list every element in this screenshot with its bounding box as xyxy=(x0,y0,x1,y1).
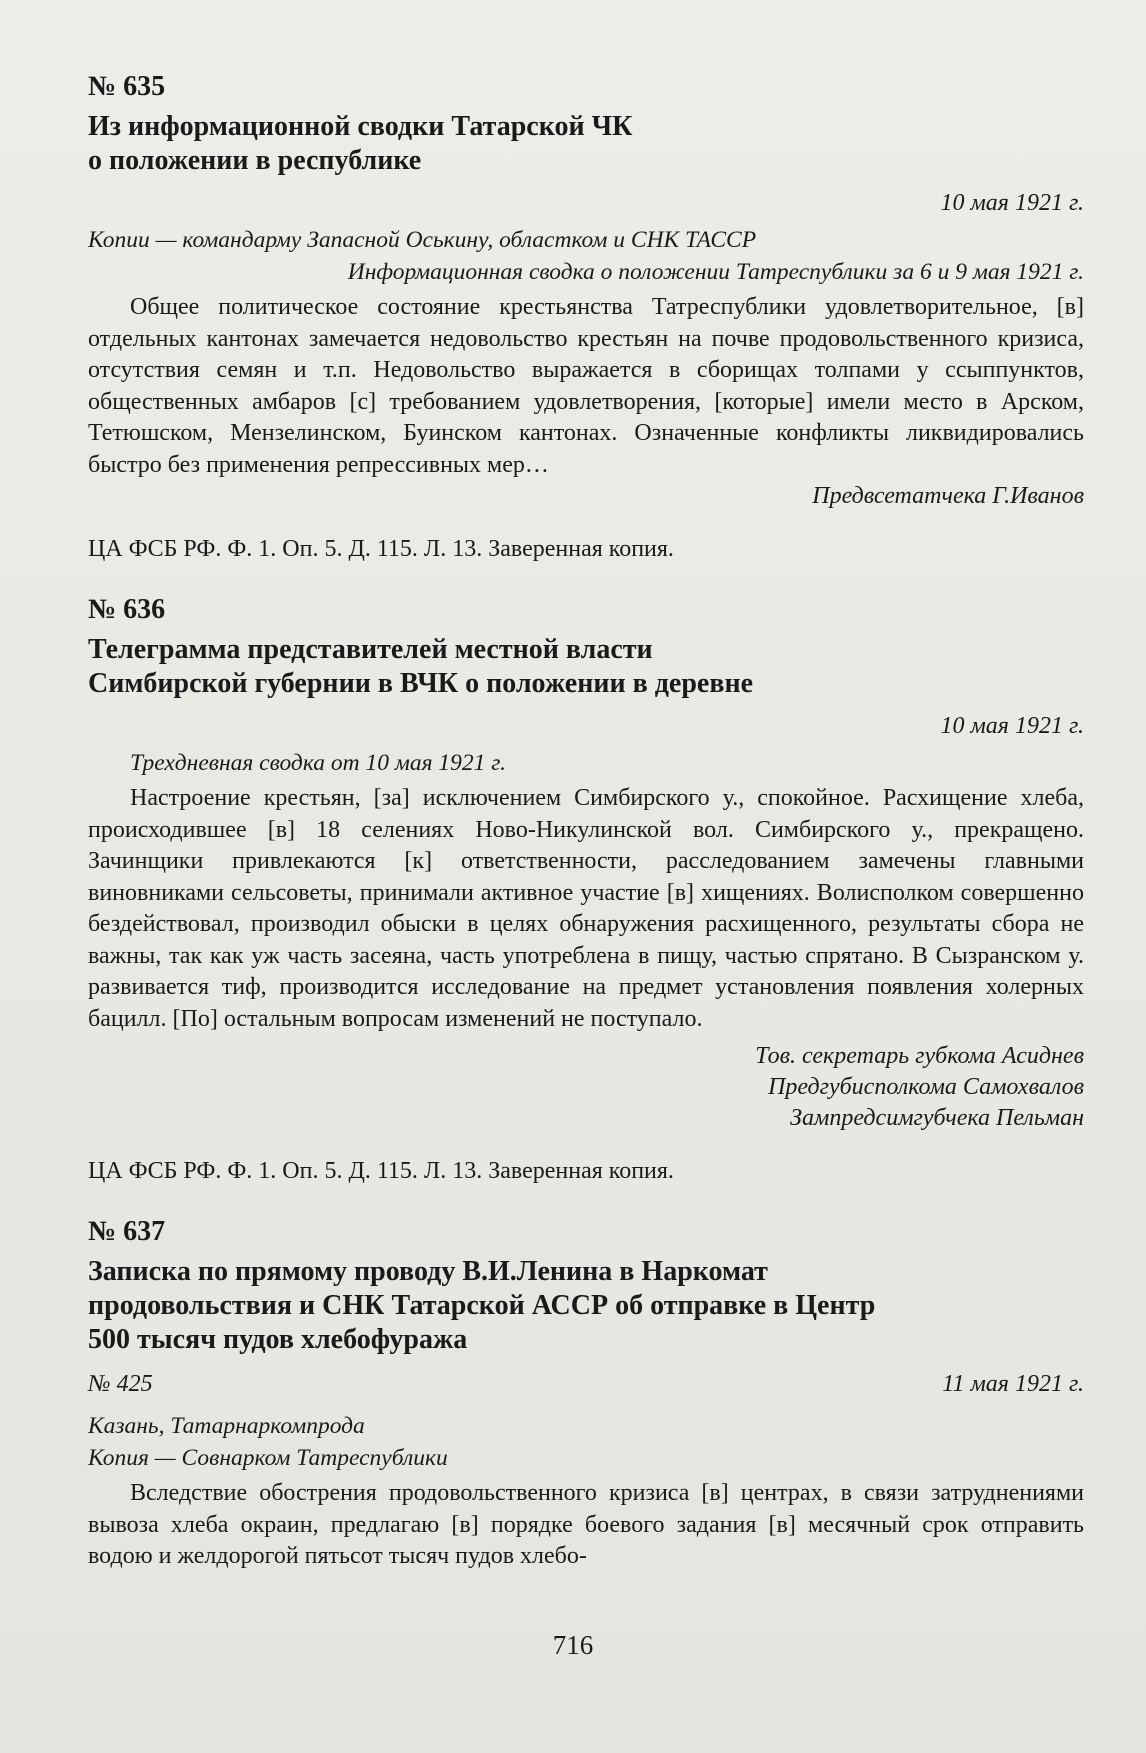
doc-title-line: продовольствия и СНК Татарской АССР об отправке в Центр xyxy=(88,1290,876,1321)
doc-signature: Тов. секретарь губкома Асиднев xyxy=(755,1043,1084,1069)
doc-subtitle: Информационная сводка о положении Татреспублики за 6 и 9 мая 1921 г. xyxy=(347,259,1084,285)
doc-signature: Предвсетатчека Г.Иванов xyxy=(812,483,1084,509)
doc-signature: Предгубисполкома Самохвалов xyxy=(768,1074,1084,1100)
doc-date: 11 мая 1921 г. xyxy=(942,1371,1084,1397)
doc-title-line: Симбирской губернии в ВЧК о положении в деревне xyxy=(88,668,754,699)
doc-copies: Копии — командарму Запасной Оськину, областком и СНК ТАССР xyxy=(88,227,757,253)
doc-title-line: о положении в республике xyxy=(88,145,422,176)
doc-title-line: 500 тысяч пудов хлебофуража xyxy=(88,1324,468,1355)
doc-body: Вследствие обострения продовольственного кризиса [в] центрах, в связи затруднениями вывоза хлеба окраин, предлагаю [в] порядке боевого задания [в] месячный срок отправить водою и желдорогой пятьсот тысяч пудов хлебо- xyxy=(88,1480,1084,1569)
doc-address: Казань, Татарнаркомпрода xyxy=(88,1413,365,1439)
doc-source: ЦА ФСБ РФ. Ф. 1. Оп. 5. Д. 115. Л. 13. Заверенная копия. xyxy=(88,536,674,562)
doc-copies: Копия — Совнарком Татреспублики xyxy=(88,1445,448,1471)
page-number: 716 xyxy=(552,1630,594,1660)
doc-body: Настроение крестьян, [за] исключением Симбирского у., спокойное. Расхищение хлеба, происходившее [в] 18 селениях Ново-Никулинской вол. Симбирского у., прекращено. Зачинщики привлекаются [к] ответственности, расследованием замечены главными виновниками сельсоветы, принимали активное участие [в] хищениях. Волисполком совершенно бездействовал, производил обыски в целях обнаружения расхищенного, результаты сбора не важны, так как уж часть засеяна, часть употреблена в пищу, частью спрятано. В Сызранском у. развивается тиф, производится исследование на предмет установления появления холерных бацилл. [По] остальным вопросам изменений не поступало. xyxy=(88,785,1084,1032)
doc-body: Общее политическое состояние крестьянства Татреспублики удовлетворительное, [в] отдельных кантонах замечается недовольство крестьян на почве продовольственного кризиса, отсутствия семян и т.п. Недовольство выражается в сборищах толпами у ссыппунктов, общественных амбаров [с] требованием удовлетворения, [которые] имели место в Арском, Тетюшском, Мензелинском, Буинском кантонах. Означенные конфликты ликвидировались быстро без применения репрессивных мер… xyxy=(88,294,1084,478)
doc-date: 10 мая 1921 г. xyxy=(940,190,1084,216)
doc-636 xyxy=(88,593,1084,1187)
doc-subtitle: Трехдневная сводка от 10 мая 1921 г. xyxy=(130,750,506,776)
doc-date: 10 мая 1921 г. xyxy=(940,713,1084,739)
doc-637 xyxy=(88,1215,1084,1573)
doc-source: ЦА ФСБ РФ. Ф. 1. Оп. 5. Д. 115. Л. 13. Заверенная копия. xyxy=(88,1158,674,1184)
doc-number: № 635 xyxy=(88,71,166,102)
doc-title-line: Телеграмма представителей местной власти xyxy=(88,634,653,665)
doc-signature: Зампредсимгубчека Пельман xyxy=(790,1105,1084,1131)
doc-number: № 637 xyxy=(88,1216,166,1247)
doc-outgoing-number: № 425 xyxy=(88,1371,153,1397)
doc-635 xyxy=(88,70,1084,565)
doc-title-line: Записка по прямому проводу В.И.Ленина в Наркомат xyxy=(88,1256,768,1287)
doc-title-line: Из информационной сводки Татарской ЧК xyxy=(88,111,633,142)
doc-meta-row xyxy=(88,1369,1084,1400)
doc-number: № 636 xyxy=(88,594,166,625)
